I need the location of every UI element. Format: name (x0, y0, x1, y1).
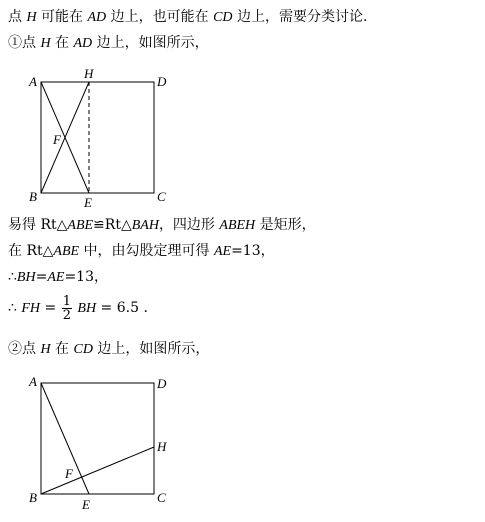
text: =13， (64, 269, 108, 285)
fig2-label-e: E (82, 497, 90, 512)
math-var: ABEH (219, 218, 256, 233)
text: 边上，需要分类讨论. (236, 9, 368, 25)
math-var: ABE (53, 244, 80, 259)
fig1-label-a: A (29, 74, 37, 89)
text: 点 (8, 9, 22, 25)
fraction-numerator: 1 (62, 293, 71, 309)
math-var: CD (73, 342, 93, 357)
fig2-label-a: A (29, 374, 37, 389)
math-var: H (40, 342, 51, 357)
fig1-label-b: B (29, 189, 37, 204)
text-line-4 (8, 242, 275, 261)
text: = 6.5 . (100, 300, 148, 316)
math-var: BH (77, 301, 97, 316)
text-line-1 (8, 8, 367, 27)
fig1-label-e: E (84, 195, 92, 210)
fig2-label-d: D (157, 376, 167, 391)
fig2-label-h: H (157, 439, 167, 454)
fig2-label-f: F (65, 466, 73, 481)
text: 易得 Rt△ (8, 217, 68, 233)
text: 在 Rt△ (8, 243, 54, 259)
fig1-label-c: C (157, 189, 166, 204)
text: ∴ (8, 269, 17, 285)
math-var: BAH (131, 218, 159, 233)
text: = (44, 300, 57, 316)
text: ，四边形 (158, 217, 215, 233)
fig2-label-c: C (157, 490, 166, 505)
math-var: H (26, 10, 37, 25)
figure-1-rectangle (0, 60, 200, 210)
text: 是矩形， (259, 217, 316, 233)
text-line-5 (8, 268, 108, 287)
text: 在 (55, 341, 70, 357)
text: 边上，如图所示， (96, 35, 209, 51)
fig1-label-f: F (53, 132, 61, 147)
text: 中，由勾股定理可得 (83, 243, 210, 259)
fig1-label-h: H (84, 66, 94, 81)
text: =13， (231, 243, 275, 259)
text-line-6 (8, 292, 148, 325)
text: ②点 (8, 341, 36, 357)
text: 可能在 (41, 9, 84, 25)
math-var: BH (16, 270, 36, 285)
fraction-one-half (62, 295, 72, 322)
text: 在 (55, 35, 70, 51)
math-var: AE (213, 244, 232, 259)
math-var: AE (47, 270, 65, 285)
text: ①点 (8, 35, 36, 51)
text-line-2 (8, 34, 209, 53)
math-var: AD (73, 36, 93, 51)
text: ≌Rt△ (93, 217, 132, 233)
figure-2-rectangle (0, 365, 200, 522)
fraction-denominator: 2 (62, 307, 71, 323)
math-var: CD (213, 10, 233, 25)
fig2-line-bh (41, 447, 154, 494)
text: = (35, 269, 48, 285)
fig2-label-b: B (29, 490, 37, 505)
math-var: ABE (67, 218, 94, 233)
math-var: AD (87, 10, 107, 25)
math-var: FH (21, 301, 41, 316)
fig1-label-d: D (157, 74, 167, 89)
text: 边上，如图所示， (97, 341, 210, 357)
fig2-rect (41, 383, 154, 494)
text-line-3 (8, 216, 316, 235)
text: ∴ (8, 300, 17, 316)
text: 边上，也可能在 (110, 9, 209, 25)
math-var: H (40, 36, 51, 51)
text-line-7 (8, 340, 209, 359)
